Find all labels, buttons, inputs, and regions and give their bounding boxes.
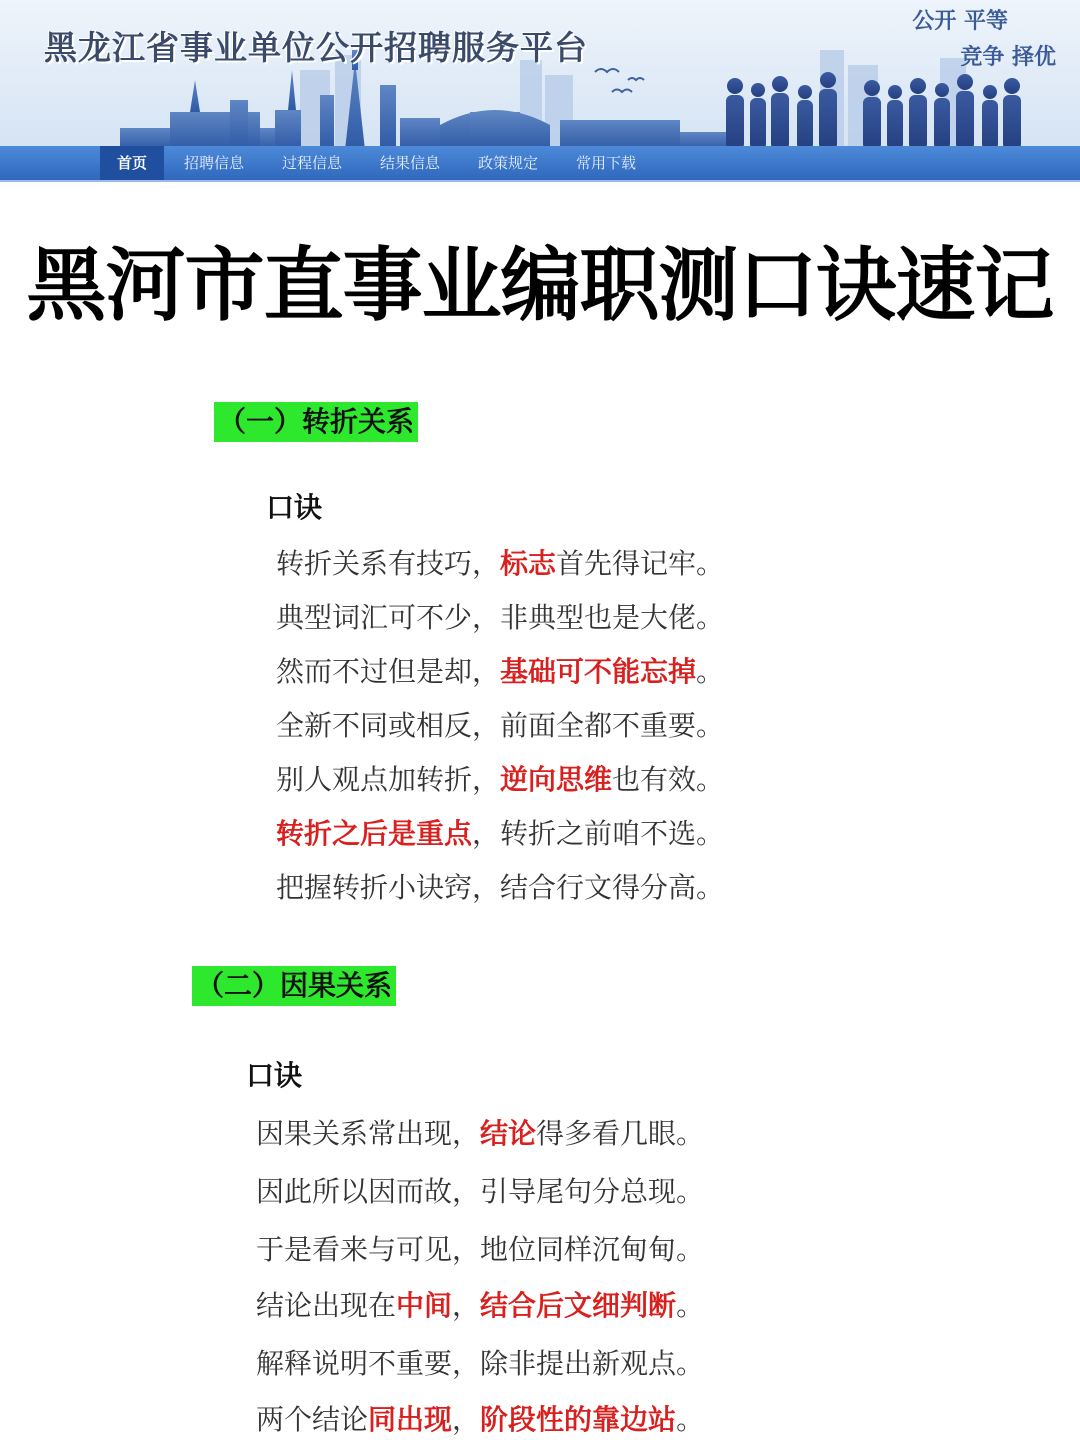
verse-line (256, 1174, 704, 1210)
verse-text: 。 (696, 655, 725, 688)
verse-line (256, 1346, 704, 1382)
verse-text: ， (452, 1403, 481, 1436)
verse-text: 解释说明不重要，除非提出新观点。 (256, 1347, 705, 1380)
verse-text: 首先得记牢。 (556, 547, 725, 580)
verse-text: 结论出现在 (256, 1289, 397, 1322)
nav-item-policy[interactable]: 政策规定 (477, 154, 538, 172)
verse-text: 两个结论 (256, 1403, 369, 1436)
verse-line (256, 1288, 704, 1324)
verse-text: 全新不同或相反，前面全都不重要。 (276, 709, 725, 742)
verse-line (276, 708, 724, 744)
highlight-text: 同出现 (368, 1403, 453, 1436)
verse-line (276, 546, 724, 582)
verse-line (276, 762, 724, 798)
highlight-text: 标志 (500, 547, 557, 580)
highlight-text: 中间 (396, 1289, 453, 1322)
section-heading-causal: （二）因果关系 (192, 966, 396, 1006)
nav-item-home[interactable]: 首页 (100, 146, 164, 180)
verse-text: ， (452, 1289, 481, 1322)
verse-text: 。 (676, 1289, 705, 1322)
highlight-text: 结论 (480, 1117, 537, 1150)
verse-text: 转折关系有技巧， (276, 547, 501, 580)
verse-line (256, 1402, 704, 1438)
site-banner (0, 0, 1080, 182)
site-title: 黑龙江省事业单位公开招聘服务平台 (44, 28, 588, 67)
verse-text: 得多看几眼。 (536, 1117, 705, 1150)
slogan-line-1: 公开 平等 (912, 9, 1008, 34)
verse-text: 把握转折小诀窍，结合行文得分高。 (276, 871, 725, 904)
nav-item-recruitment[interactable]: 招聘信息 (183, 154, 244, 172)
verse-text: ，转折之前咱不选。 (472, 817, 725, 850)
verse-text: 。 (676, 1403, 705, 1436)
highlight-text: 结合后文细判断 (480, 1289, 677, 1322)
verse-text: 因此所以因而故，引导尾句分总现。 (256, 1175, 705, 1208)
verse-line (276, 870, 724, 906)
verse-text: 于是看来与可见，地位同样沉甸甸。 (256, 1233, 705, 1266)
verse-line (276, 600, 724, 636)
highlight-text: 逆向思维 (500, 763, 613, 796)
slogan-line-2: 竞争 择优 (960, 45, 1056, 70)
page-headline: 黑河市直事业编职测口诀速记 (26, 239, 1054, 332)
highlight-text: 转折之后是重点 (276, 817, 473, 850)
mnemonic-label: 口诀 (266, 491, 323, 524)
verse-line (256, 1116, 704, 1152)
verse-line (256, 1232, 704, 1268)
verse-text: 典型词汇可不少，非典型也是大佬。 (276, 601, 725, 634)
verse-line (276, 816, 724, 852)
nav-bar (0, 146, 1080, 182)
highlight-text: 阶段性的靠边站 (480, 1403, 677, 1436)
mnemonic-label: 口诀 (246, 1059, 303, 1092)
nav-item-results[interactable]: 结果信息 (379, 154, 440, 172)
nav-item-process[interactable]: 过程信息 (281, 154, 342, 172)
verse-text: 因果关系常出现， (256, 1117, 481, 1150)
verse-text: 然而不过但是却， (276, 655, 501, 688)
verse-line (276, 654, 724, 690)
nav-item-downloads[interactable]: 常用下载 (575, 154, 636, 172)
verse-text: 也有效。 (612, 763, 725, 796)
section-heading-transition: （一）转折关系 (214, 402, 418, 442)
highlight-text: 基础可不能忘掉 (500, 655, 697, 688)
verse-text: 别人观点加转折， (276, 763, 501, 796)
